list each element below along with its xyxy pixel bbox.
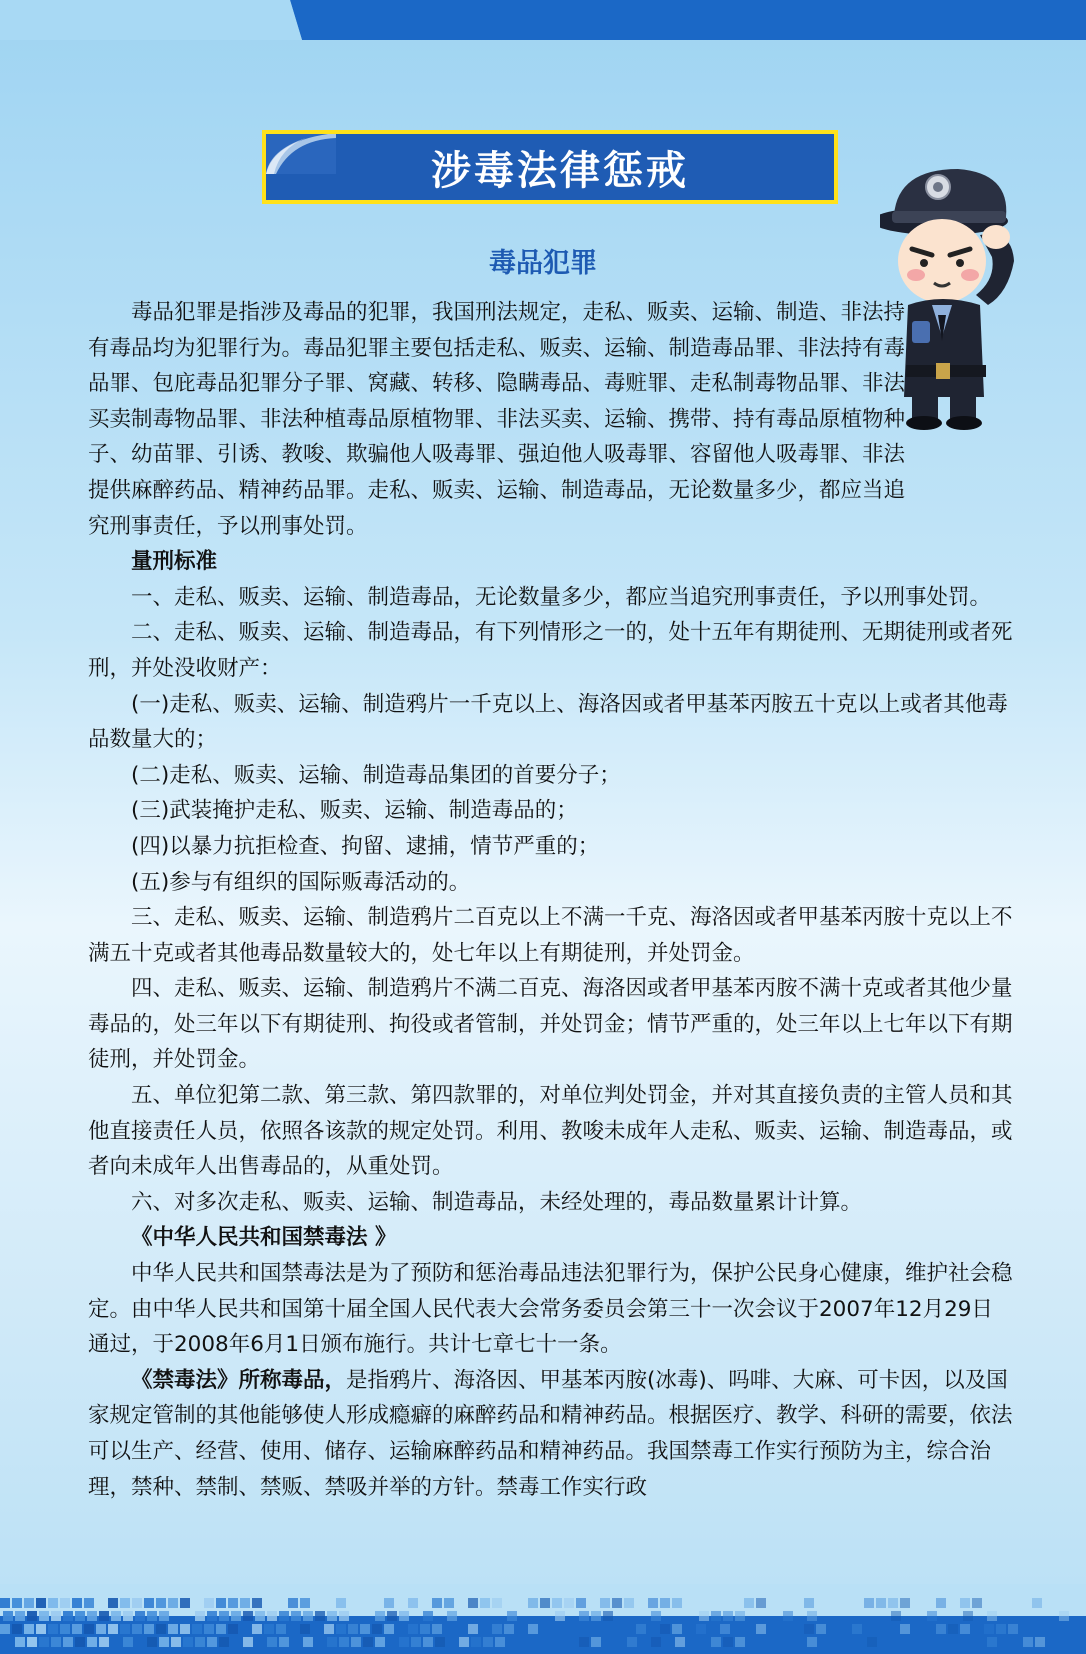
sentencing-paragraph: 四、走私、贩卖、运输、制造鸦片不满二百克、海洛因或者甲基苯丙胺不满十克或者其他少量毒品的，处三年以下有期徒刑、拘役或者管制，并处罚金；情节严重的，处三年以上七年以下有期徒刑，并处罚金。 (88, 976, 1013, 1073)
sentencing-paragraph: (四)以暴力抗拒检查、拘留、逮捕，情节严重的； (131, 833, 600, 859)
law-heading: 《中华人民共和国禁毒法 》 (131, 1225, 397, 1251)
sentencing-paragraph: 六、对多次走私、贩卖、运输、制造毒品，未经处理的，毒品数量累计计算。 (131, 1189, 863, 1215)
sentencing-paragraph: (五)参与有组织的国际贩毒活动的。 (131, 869, 471, 895)
section-title: 毒品犯罪 (489, 248, 597, 279)
bottom-mosaic-band (0, 1584, 1086, 1654)
sentencing-paragraph: (二)走私、贩卖、运输、制造毒品集团的首要分子； (131, 762, 621, 788)
sentencing-paragraph: 三、走私、贩卖、运输、制造鸦片二百克以上不满一千克、海洛因或者甲基苯丙胺十克以上不满五十克或者其他毒品数量较大的，处七年以上有期徒刑，并处罚金。 (88, 905, 1013, 966)
law-drugs-paragraph (88, 1363, 1013, 1505)
sentencing-paragraph: (三)武装掩护走私、贩卖、运输、制造毒品的； (131, 798, 578, 824)
law-drugs-text: 是指鸦片、海洛因、甲基苯丙胺(冰毒)、吗啡、大麻、可卡因，以及国家规定管制的其他能够使人形成瘾癖的麻醉药品和精神药品。根据医疗、教学、科研的需要，依法可以生产、经营、使用、储存、运输麻醉药品和精神药品。我国禁毒工作实行预防为主，综合治理，禁种、禁制、禁贩、禁吸并举的方针。禁毒工作实行政 (88, 1367, 1013, 1500)
law-paragraph: 中华人民共和国禁毒法是为了预防和惩治毒品违法犯罪行为，保护公民身心健康，维护社会稳定。由中华人民共和国第十届全国人民代表大会常务委员会第三十一次会议于2007年12月29日通过，于2008年6月1日颁布施行。共计七章七十一条。 (88, 1261, 1013, 1358)
page-curl-icon (266, 134, 336, 174)
page-title: 涉毒法律惩戒 (431, 147, 689, 194)
law-drugs-lead: 《禁毒法》所称毒品， (131, 1367, 347, 1393)
intro-paragraph: 毒品犯罪是指涉及毒品的犯罪，我国刑法规定，走私、贩卖、运输、制造、非法持有毒品均为犯罪行为。毒品犯罪主要包括走私、贩卖、运输、制造毒品罪、非法持有毒品罪、包庇毒品犯罪分子罪、窝藏、转移、隐瞒毒品、毒赃罪、走私制毒物品罪、非法买卖制毒物品罪、非法种植毒品原植物罪、非法买卖、运输、携带、持有毒品原植物种子、幼苗罪、引诱、教唆、欺骗他人吸毒罪、强迫他人吸毒罪、容留他人吸毒罪、非法提供麻醉药品、精神药品罪。走私、贩卖、运输、制造毒品，无论数量多少，都应当追究刑事责任，予以刑事处罚。 (88, 300, 906, 539)
top-decor-band (0, 0, 1086, 40)
sentencing-heading: 量刑标准 (131, 549, 218, 575)
sentencing-paragraph: 五、单位犯第二款、第三款、第四款罪的，对单位判处罚金，并对其直接负责的主管人员和其他直接责任人员，依照各该款的规定处罚。利用、教唆未成年人走私、贩卖、运输、制造毒品，或者向未成年人出售毒品的，从重处罚。 (88, 1083, 1013, 1180)
sentencing-paragraph: 二、走私、贩卖、运输、制造毒品，有下列情形之一的，处十五年有期徒刑、无期徒刑或者死刑，并处没收财产： (88, 620, 1013, 681)
sentencing-paragraph: 一、走私、贩卖、运输、制造毒品，无论数量多少，都应当追究刑事责任，予以刑事处罚。 (131, 584, 992, 610)
article-body (88, 295, 1013, 1505)
sentencing-paragraph: (一)走私、贩卖、运输、制造鸦片一千克以上、海洛因或者甲基苯丙胺五十克以上或者其他毒品数量大的； (88, 691, 1008, 753)
title-banner (262, 130, 838, 204)
